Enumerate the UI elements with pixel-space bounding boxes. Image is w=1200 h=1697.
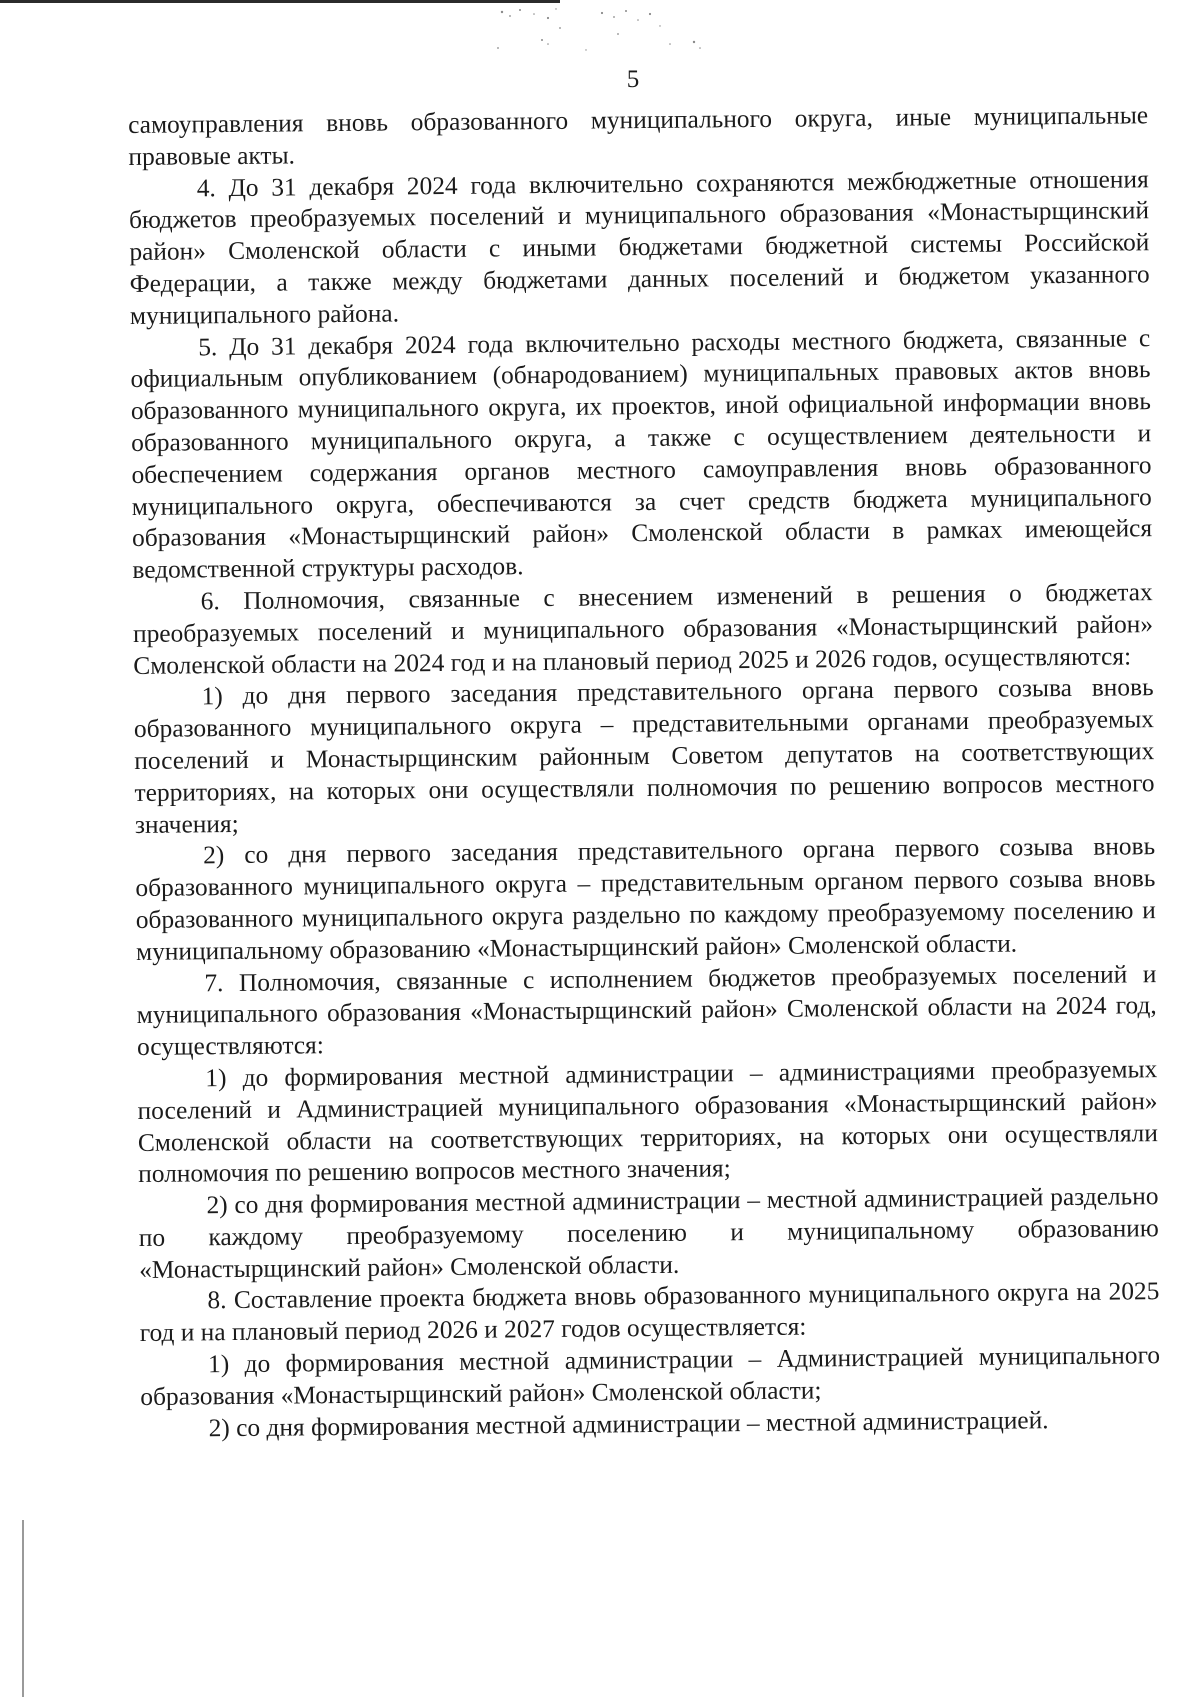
paragraph-continuation: самоуправления вновь образованного муниципального округа, иные муниципальные правовые акты. — [128, 101, 1149, 171]
scan-noise — [490, 4, 730, 54]
paragraph-item-7-2: 2) со дня формирования местной администрации – местной администрацией раздельно по каждому преобразуемому поселению и муниципальному образованию «Монастырщинский район» Смоленской области. — [138, 1182, 1159, 1284]
paragraph-item-7-1: 1) до формирования местной администрации – администрациями преобразуемых поселений и Администрацией муниципального образования «Монастырщинский район» Смоленской области на соответствующих территориях, на которых они осуществляли полномочия по решению вопросов местного значения; — [137, 1055, 1158, 1189]
paragraph-item-6: 6. Полномочия, связанные с внесением изменений в решения о бюджетах преобразуемых поселений и муниципального образования «Монастырщинский район» Смоленской области на 2024 год и на плановый период 2025 и 2026 годов, осуществляются: — [132, 578, 1154, 680]
paragraph-item-8-2: 2) со дня формирования местной администрации – местной администрацией. — [208, 1405, 1049, 1442]
document-body — [128, 100, 1161, 1445]
paragraph-item-6-1: 1) до дня первого заседания представительного органа первого созыва вновь образованного муниципального округа – представительными органами преобразуемых поселений и Монастырщинским районным Советом депутатов на соответствующих территориях, на которых они осуществляли полномочия по решению вопросов местного значения; — [133, 673, 1155, 839]
paragraph-item-6-2: 2) со дня первого заседания представительного органа первого созыва вновь образованного муниципального округа – представительным органом первого созыва вновь образованного муниципального округа раздельно по каждому преобразуемому поселению и муниципальному образованию «Монастырщинский район» Смоленской области. — [135, 832, 1156, 966]
paragraph-item-8-1: 1) до формирования местной администрации – Администрацией муниципального образования «Монастырщинский район» Смоленской области; — [140, 1341, 1161, 1411]
paragraph-item-8: 8. Составление проекта бюджета вновь образованного муниципального округа на 2025 год и на плановый период 2026 и 2027 годов осуществляется: — [139, 1277, 1160, 1348]
scan-margin-line — [22, 1520, 24, 1697]
scan-edge-line — [0, 0, 560, 3]
paragraph-item-5: 5. До 31 декабря 2024 года включительно расходы местного бюджета, связанные с официальным опубликованием (обнародованием) муниципальных правовых актов вновь образованного муниципального округа, их проектов, иной официальной информации вновь образованного муниципального округа, а также с осуществлением деятельности и обеспечением содержания органов местного самоуправления вновь образованного муниципального округа, обеспечиваются за счет средств бюджета муниципального образования «Монастырщинский район» Смоленской области в рамках имеющейся ведомственной структуры расходов. — [130, 323, 1153, 585]
page-number: 5 — [626, 66, 640, 93]
paragraph-item-4: 4. До 31 декабря 2024 года включительно сохраняются межбюджетные отношения бюджетов преобразуемых поселений и муниципального образования «Монастырщинский район» Смоленской области с иными бюджетами бюджетной системы Российской Федерации, а также между бюджетами данных поселений и бюджетом указанного муниципального района. — [128, 164, 1150, 330]
paragraph-item-7: 7. Полномочия, связанные с исполнением бюджетов преобразуемых поселений и муниципального образования «Монастырщинский район» Смоленской области на 2024 год, осуществляются: — [136, 959, 1157, 1062]
